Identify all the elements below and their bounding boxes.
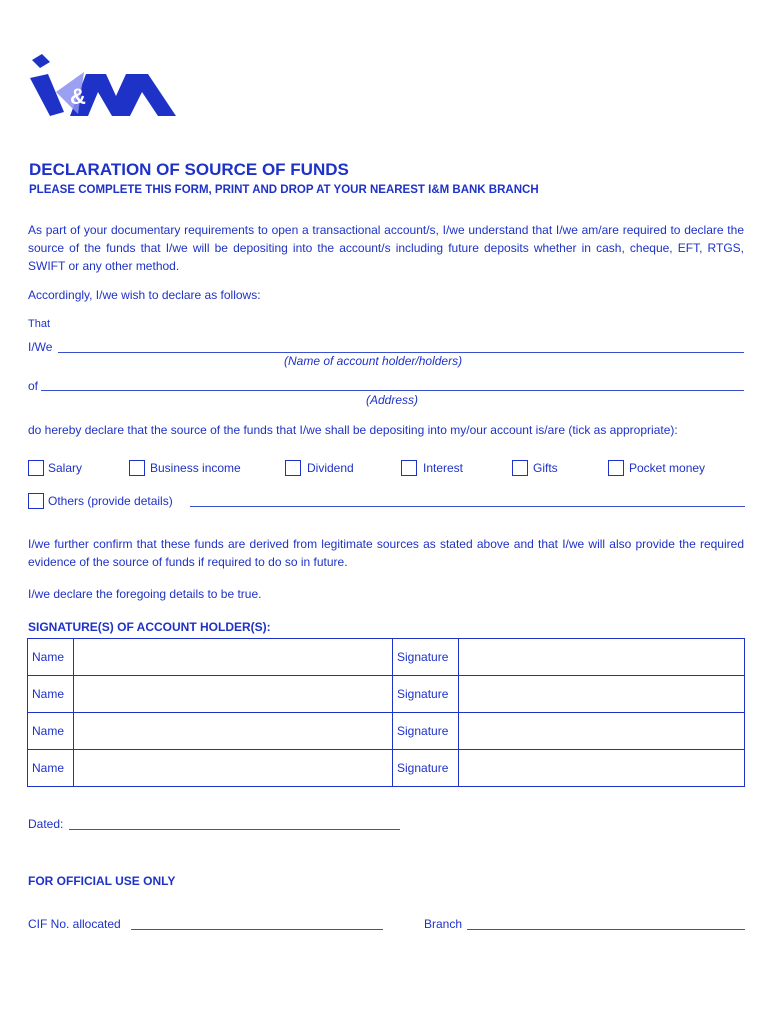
- dated-label: Dated:: [28, 817, 64, 831]
- others-details-line[interactable]: [190, 506, 745, 507]
- interest-label: Interest: [423, 461, 464, 475]
- declare-text: do hereby declare that the source of the funds that I/we shall be depositing into my/our account is/are (tick as appropriate):: [28, 423, 678, 437]
- name-field[interactable]: [74, 676, 393, 713]
- address-line[interactable]: [41, 390, 744, 391]
- others-label: Others (provide details): [48, 494, 173, 508]
- signature-field[interactable]: [459, 713, 745, 750]
- official-use-heading: FOR OFFICIAL USE ONLY: [28, 874, 176, 888]
- name-field[interactable]: [74, 713, 393, 750]
- signature-field[interactable]: [459, 639, 745, 676]
- signature-row: [28, 750, 745, 787]
- signature-field[interactable]: [459, 676, 745, 713]
- signature-label: Signature: [393, 676, 459, 713]
- that-label: That: [28, 318, 51, 330]
- branch-label: Branch: [424, 917, 463, 931]
- im-bank-logo: [26, 52, 182, 122]
- gifts-label: Gifts: [533, 461, 558, 475]
- signature-row: [28, 676, 745, 713]
- salary-label: Salary: [48, 461, 83, 475]
- gifts-checkbox[interactable]: [512, 460, 528, 476]
- pocket-money-label: Pocket money: [629, 461, 706, 475]
- of-label: of: [28, 379, 39, 393]
- declare-true-text: I/we declare the foregoing details to be true.: [28, 587, 262, 601]
- dividend-checkbox[interactable]: [285, 460, 301, 476]
- business-income-checkbox[interactable]: [129, 460, 145, 476]
- signature-label: Signature: [393, 639, 459, 676]
- salary-checkbox[interactable]: [28, 460, 44, 476]
- dividend-label: Dividend: [307, 461, 354, 475]
- dated-line[interactable]: [69, 829, 400, 830]
- accordingly-text: Accordingly, I/we wish to declare as follows:: [28, 288, 261, 302]
- signature-label: Signature: [393, 750, 459, 787]
- signatures-table: [27, 638, 745, 787]
- svg-text:&: &: [70, 84, 86, 109]
- signature-label: Signature: [393, 713, 459, 750]
- cif-line[interactable]: [131, 929, 383, 930]
- signature-row: [28, 639, 745, 676]
- name-field[interactable]: [74, 639, 393, 676]
- name-caption: (Name of account holder/holders): [284, 354, 463, 368]
- intro-paragraph: As part of your documentary requirements to open a transactional account/s, I/we understand that I/we am/are required to declare the source of the funds that I/we will be depositing into the account/s including future deposits whether in cash, cheque, EFT, RTGS, SWIFT or any other method.: [28, 223, 744, 273]
- branch-line[interactable]: [467, 929, 745, 930]
- account-holder-name-line[interactable]: [58, 352, 744, 353]
- name-label: Name: [28, 676, 74, 713]
- confirm-paragraph: I/we further confirm that these funds are derived from legitimate sources as stated above and that I/we will also provide the required evidence of the source of funds if required to do so in future.: [28, 537, 744, 569]
- name-field[interactable]: [74, 750, 393, 787]
- iwe-label: I/We: [28, 340, 53, 354]
- signature-row: [28, 713, 745, 750]
- form-title: DECLARATION OF SOURCE OF FUNDS: [29, 160, 349, 179]
- pocket-money-checkbox[interactable]: [608, 460, 624, 476]
- others-checkbox[interactable]: [28, 493, 44, 509]
- signatures-heading: SIGNATURE(S) OF ACCOUNT HOLDER(S):: [28, 620, 271, 634]
- interest-checkbox[interactable]: [401, 460, 417, 476]
- name-label: Name: [28, 639, 74, 676]
- form-subtitle: PLEASE COMPLETE THIS FORM, PRINT AND DROP AT YOUR NEAREST I&M BANK BRANCH: [29, 184, 539, 196]
- business-income-label: Business income: [150, 461, 241, 475]
- name-label: Name: [28, 750, 74, 787]
- cif-label: CIF No. allocated: [28, 917, 121, 931]
- name-label: Name: [28, 713, 74, 750]
- address-caption: (Address): [366, 393, 419, 407]
- signature-field[interactable]: [459, 750, 745, 787]
